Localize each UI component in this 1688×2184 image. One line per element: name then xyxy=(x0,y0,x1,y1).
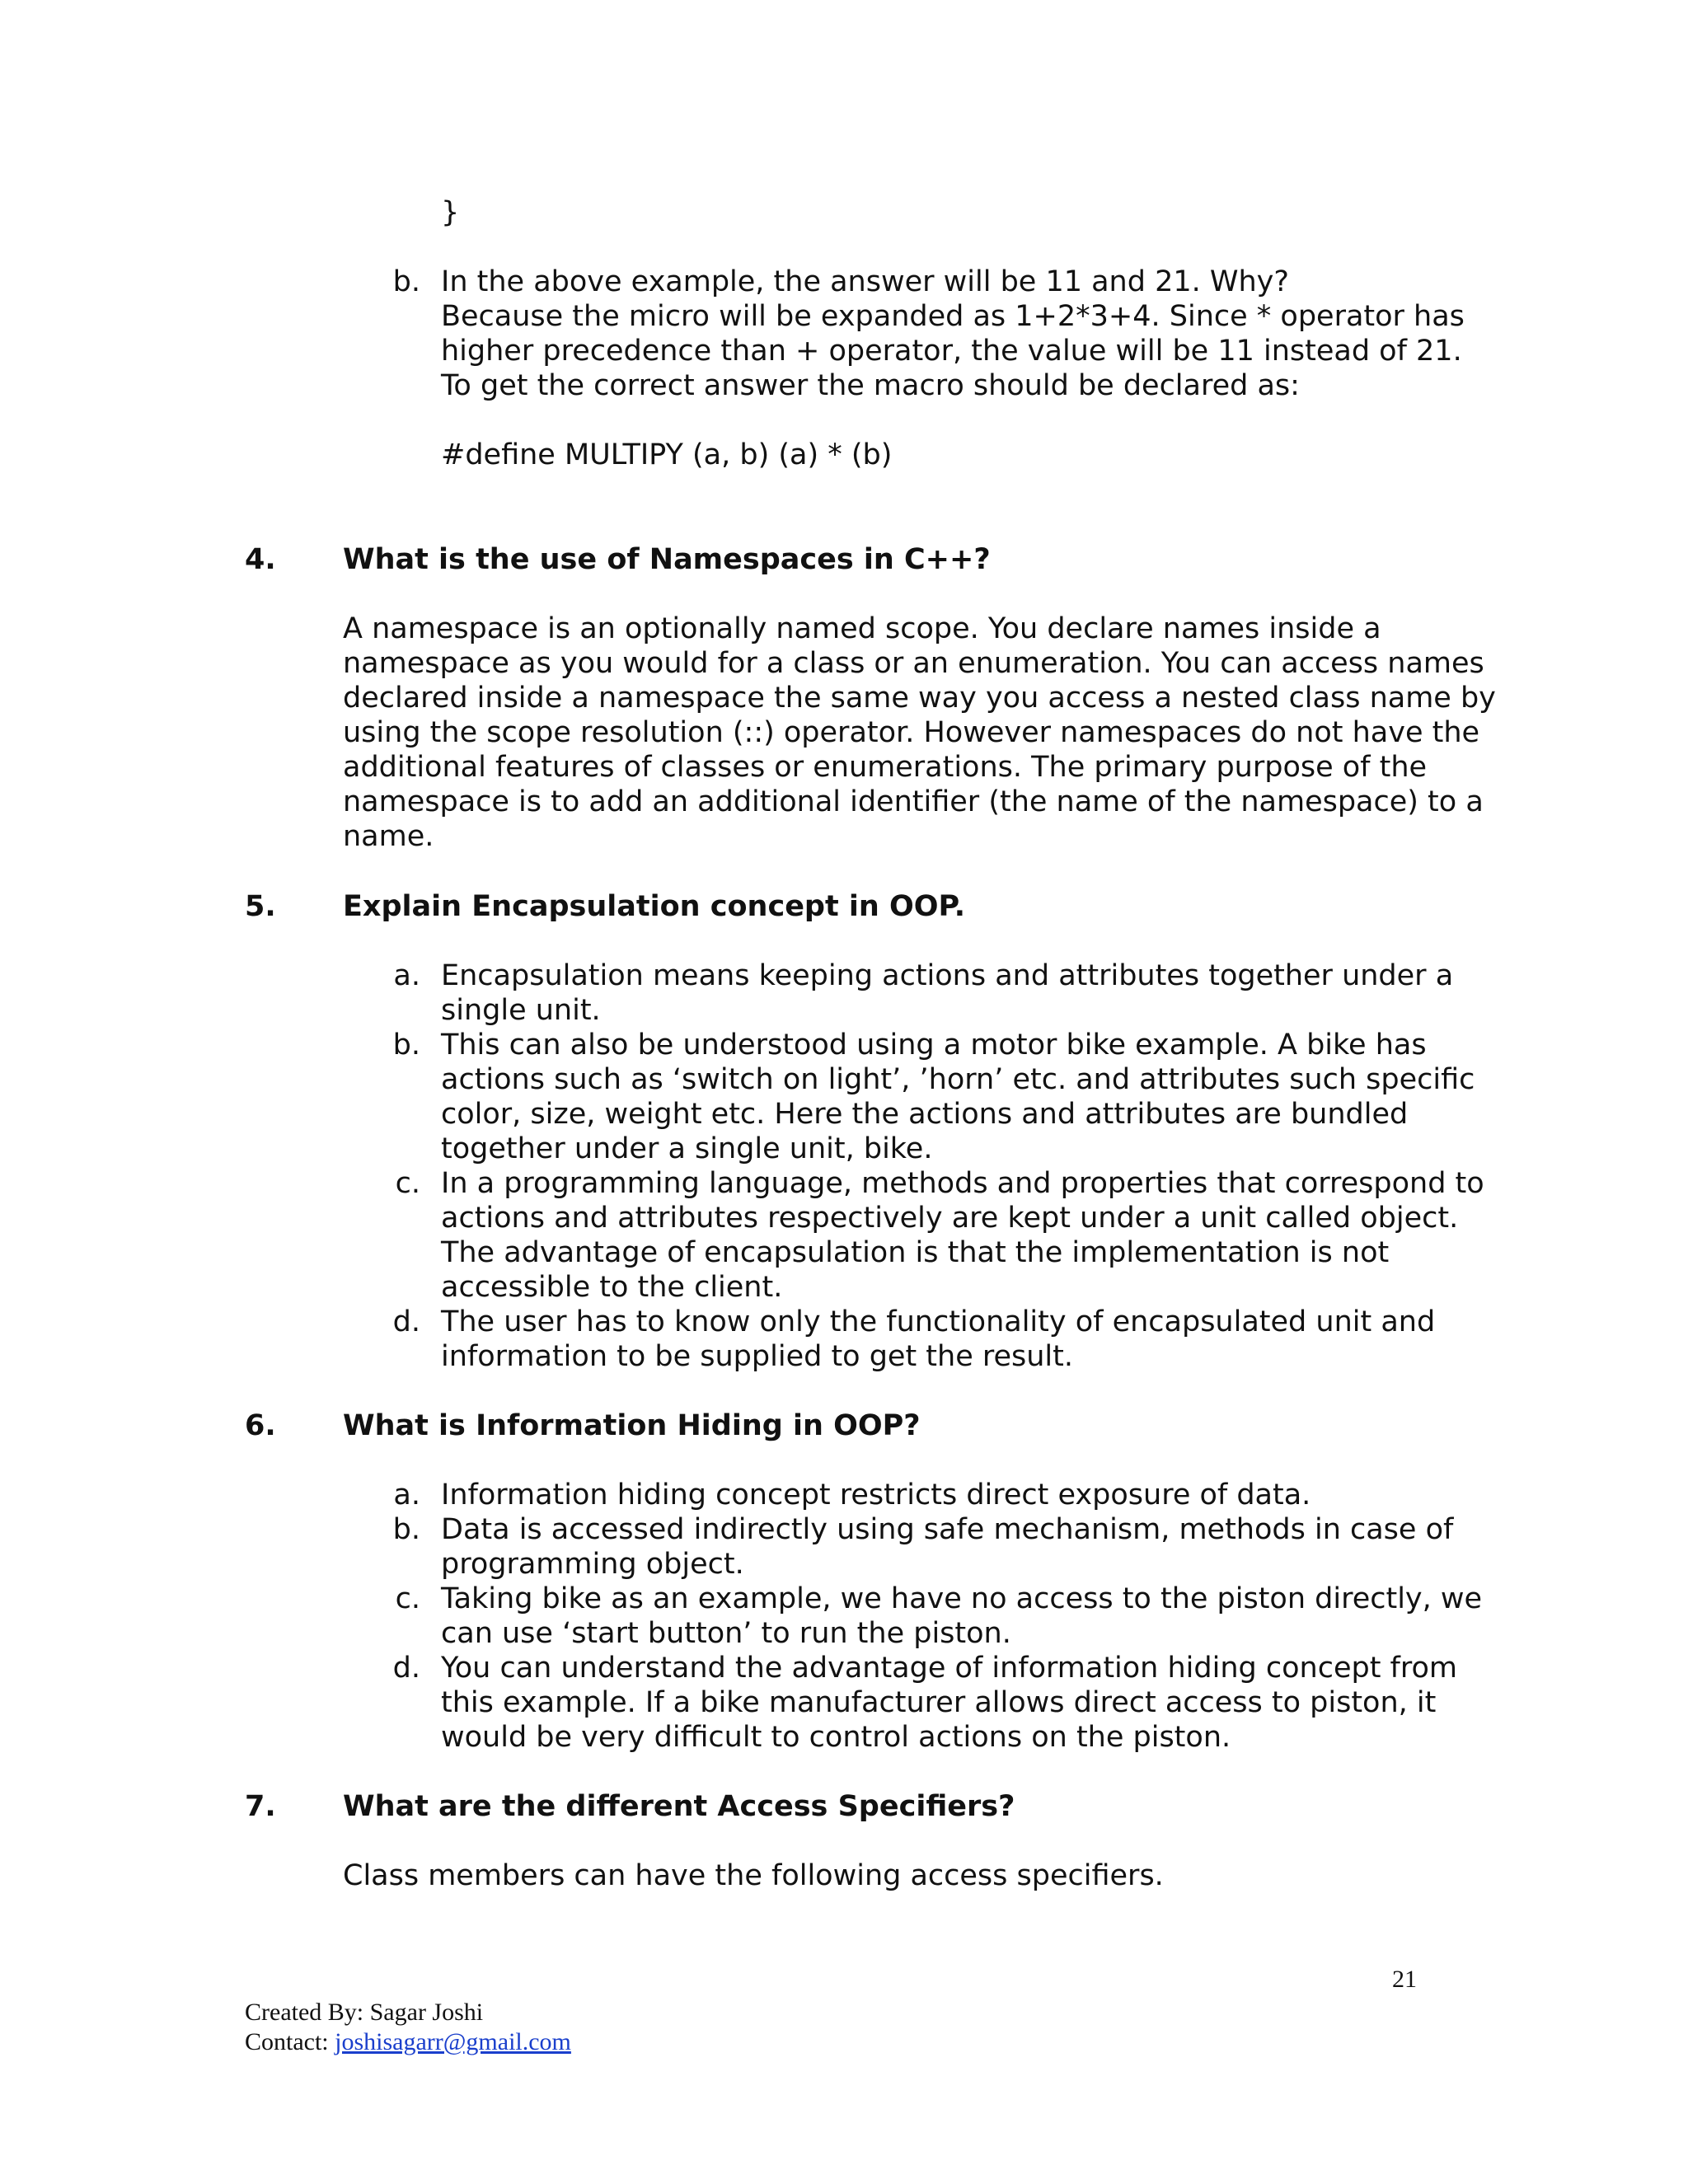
q5-item-label-a: a. xyxy=(393,959,420,992)
q4-para-line-4: using the scope resolution (::) operator. However namespaces do not have the xyxy=(343,716,1480,749)
q5-item-b-line-1: This can also be understood using a motor bike example. A bike has xyxy=(441,1029,1427,1062)
question-title-6: What is Information Hiding in OOP? xyxy=(343,1409,921,1442)
q5-item-label-b: b. xyxy=(392,1029,420,1062)
question-number-7: 7. xyxy=(245,1790,276,1823)
q6-item-d-line-2: this example. If a bike manufacturer allows direct access to piston, it xyxy=(441,1686,1437,1719)
q3-item-b-line-4: To get the correct answer the macro should be declared as: xyxy=(441,369,1300,402)
q4-para-line-6: namespace is to add an additional identifier (the name of the namespace) to a xyxy=(343,785,1484,818)
q6-item-b-line-1: Data is accessed indirectly using safe mechanism, methods in case of xyxy=(441,1513,1454,1546)
q3-item-label-b: b. xyxy=(392,265,420,298)
q5-item-c-line-2: actions and attributes respectively are kept under a unit called object. xyxy=(441,1202,1459,1235)
footer-created-by: Created By: Sagar Joshi xyxy=(245,1999,484,2026)
q5-item-c-line-4: accessible to the client. xyxy=(441,1271,783,1304)
q5-item-label-c: c. xyxy=(395,1167,420,1200)
question-number-5: 5. xyxy=(245,890,276,923)
page-number: 21 xyxy=(1392,1966,1417,1993)
q6-item-d-line-3: would be very difficult to control actions on the piston. xyxy=(441,1721,1231,1754)
footer-contact-label: Contact: xyxy=(245,2028,335,2055)
q6-item-d-line-1: You can understand the advantage of information hiding concept from xyxy=(441,1652,1457,1685)
footer-contact xyxy=(245,2027,571,2057)
q5-item-a-line-2: single unit. xyxy=(441,994,601,1027)
q6-item-label-c: c. xyxy=(395,1582,420,1615)
code-closing-brace: } xyxy=(441,196,460,229)
q5-item-b-line-2: actions such as ‘switch on light’, ’horn’ etc. and attributes such specific xyxy=(441,1063,1475,1096)
q6-item-b-line-2: programming object. xyxy=(441,1548,744,1581)
q6-item-a-line-1: Information hiding concept restricts direct exposure of data. xyxy=(441,1479,1311,1511)
q5-item-c-line-3: The advantage of encapsulation is that the implementation is not xyxy=(441,1236,1390,1269)
q4-para-line-1: A namespace is an optionally named scope. You declare names inside a xyxy=(343,612,1381,645)
q6-item-label-b: b. xyxy=(392,1513,420,1546)
q5-item-d-line-1: The user has to know only the functionality of encapsulated unit and xyxy=(441,1305,1436,1338)
q7-para-line-1: Class members can have the following access specifiers. xyxy=(343,1859,1164,1892)
q6-item-c-line-1: Taking bike as an example, we have no access to the piston directly, we xyxy=(441,1582,1483,1615)
question-number-4: 4. xyxy=(245,543,276,576)
q4-para-line-3: declared inside a namespace the same way you access a nested class name by xyxy=(343,682,1496,715)
contact-email-link[interactable]: joshisagarr@gmail.com xyxy=(335,2028,571,2055)
q4-para-line-2: namespace as you would for a class or an enumeration. You can access names xyxy=(343,647,1484,680)
q6-item-label-d: d. xyxy=(392,1652,420,1685)
q5-item-d-line-2: information to be supplied to get the result. xyxy=(441,1340,1074,1373)
question-number-6: 6. xyxy=(245,1409,276,1442)
q3-item-b-line-2: Because the micro will be expanded as 1+2*3+4. Since * operator has xyxy=(441,300,1465,333)
question-title-4: What is the use of Namespaces in C++? xyxy=(343,543,991,576)
q6-item-c-line-2: can use ‘start button’ to run the piston. xyxy=(441,1617,1011,1650)
q5-item-label-d: d. xyxy=(392,1305,420,1338)
q5-item-a-line-1: Encapsulation means keeping actions and attributes together under a xyxy=(441,959,1454,992)
question-title-5: Explain Encapsulation concept in OOP. xyxy=(343,890,966,923)
q5-item-c-line-1: In a programming language, methods and properties that correspond to xyxy=(441,1167,1484,1200)
question-title-7: What are the different Access Specifiers? xyxy=(343,1790,1015,1823)
macro-code-line: #define MULTIPY (a, b) (a) * (b) xyxy=(441,438,893,471)
q6-item-label-a: a. xyxy=(393,1479,420,1511)
q3-item-b-line-1: In the above example, the answer will be 11 and 21. Why? xyxy=(441,265,1289,298)
q4-para-line-5: additional features of classes or enumerations. The primary purpose of the xyxy=(343,751,1428,784)
q5-item-b-line-3: color, size, weight etc. Here the actions and attributes are bundled xyxy=(441,1098,1409,1131)
q5-item-b-line-4: together under a single unit, bike. xyxy=(441,1132,933,1165)
q4-para-line-7: name. xyxy=(343,820,434,853)
q3-item-b-line-3: higher precedence than + operator, the value will be 11 instead of 21. xyxy=(441,335,1462,368)
